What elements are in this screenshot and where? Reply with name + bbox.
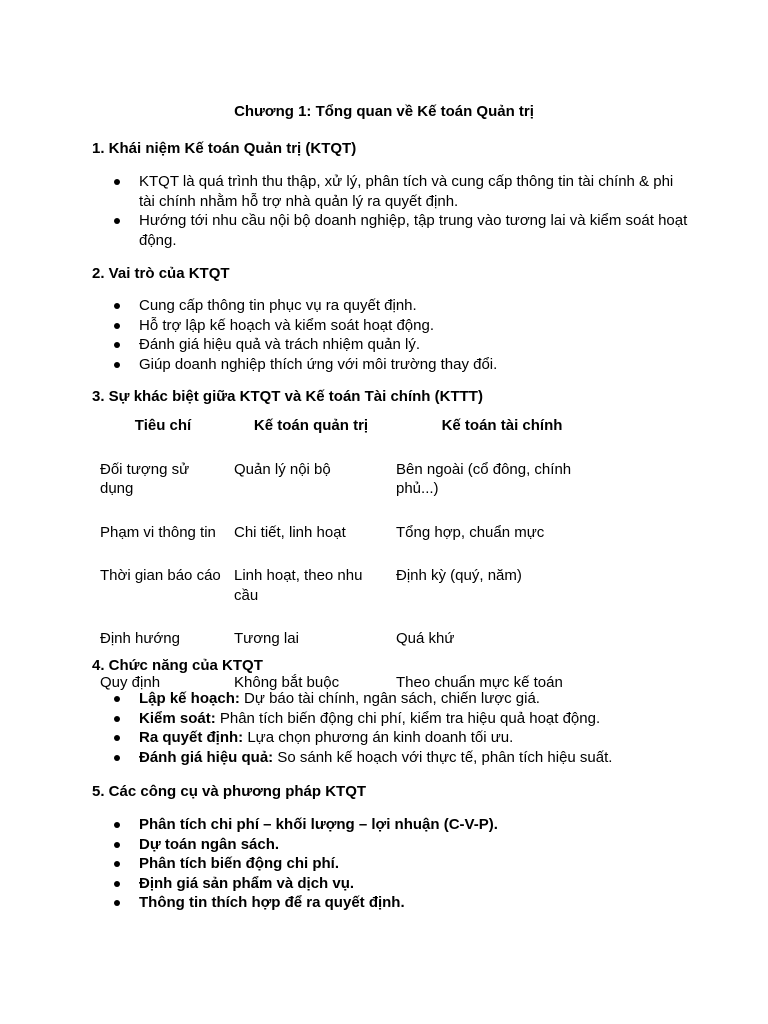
table-header-cell: Kế toán tài chính xyxy=(441,417,563,434)
bullet-icon xyxy=(114,881,120,887)
list-item: Cung cấp thông tin phục vụ ra quyết định. xyxy=(92,296,692,316)
table-cell: Linh hoạt, theo nhu cầu xyxy=(234,567,363,604)
bullet-icon xyxy=(114,303,120,309)
list-item: KTQT là quá trình thu thập, xử lý, phân tích và cung cấp thông tin tài chính & phi tài chính nhằm hỗ trợ nhà quản lý ra quyết định. xyxy=(92,172,692,211)
bullet-icon xyxy=(114,842,120,848)
section-heading-5: 5. Các công cụ và phương pháp KTQT xyxy=(92,783,367,800)
table-cell: Theo chuẩn mực kế toán xyxy=(396,673,563,691)
section-5-list xyxy=(92,815,692,913)
table-cell: Quy định xyxy=(100,673,161,691)
list-item: Hỗ trợ lập kế hoạch và kiểm soát hoạt động. xyxy=(92,316,692,336)
page-title: Chương 1: Tổng quan về Kế toán Quản trị xyxy=(234,103,534,120)
table-row xyxy=(92,448,608,511)
list-item-term: Đánh giá hiệu quả: xyxy=(139,748,274,766)
table-cell: Quản lý nội bộ xyxy=(234,460,331,478)
section-4-list xyxy=(92,689,692,767)
list-item: Hướng tới nhu cầu nội bộ doanh nghiệp, tập trung vào tương lai và kiểm soát hoạt động. xyxy=(92,211,692,250)
section-heading-1: 1. Khái niệm Kế toán Quản trị (KTQT) xyxy=(92,140,357,157)
table-cell: Chi tiết, linh hoạt xyxy=(234,523,346,541)
section-2-list xyxy=(92,296,692,374)
table-cell: Định kỳ (quý, năm) xyxy=(396,567,522,584)
list-item-term: Kiểm soát: xyxy=(139,709,216,727)
table-header-cell: Kế toán quản trị xyxy=(253,417,369,434)
list-item: Đánh giá hiệu quả: So sánh kế hoạch với thực tế, phân tích hiệu suất. xyxy=(92,748,692,768)
table-cell: Bên ngoài (cổ đông, chính phủ...) xyxy=(396,460,572,497)
list-item: Lập kế hoạch: Dự báo tài chính, ngân sách, chiến lược giá. xyxy=(92,689,692,709)
section-heading-3: 3. Sự khác biệt giữa KTQT và Kế toán Tài chính (KTTT) xyxy=(92,388,483,405)
table-cell: Tổng hợp, chuẩn mực xyxy=(396,523,545,541)
list-item: Đánh giá hiệu quả và trách nhiệm quản lý. xyxy=(92,335,692,355)
bullet-icon xyxy=(114,716,120,722)
section-heading-4: 4. Chức năng của KTQT xyxy=(92,657,263,674)
bullet-icon xyxy=(114,179,120,185)
list-item: Dự toán ngân sách. xyxy=(92,835,692,855)
list-item-term: Lập kế hoạch: xyxy=(139,690,240,707)
table-cell: Không bắt buộc xyxy=(234,673,340,691)
list-item: Phân tích biến động chi phí. xyxy=(92,854,692,874)
bullet-icon xyxy=(114,755,120,761)
section-heading-2: 2. Vai trò của KTQT xyxy=(92,265,230,282)
table-cell: Tương lai xyxy=(234,630,299,647)
table-row xyxy=(92,511,608,555)
table-cell: Phạm vi thông tin xyxy=(100,523,216,541)
bullet-icon xyxy=(114,342,120,348)
bullet-icon xyxy=(114,900,120,906)
table-row xyxy=(92,617,608,661)
list-item: Kiểm soát: Phân tích biến động chi phí, kiểm tra hiệu quả hoạt động. xyxy=(92,709,692,729)
table-cell: Định hướng xyxy=(100,630,180,647)
list-item: Phân tích chi phí – khối lượng – lợi nhuận (C-V-P). xyxy=(92,815,692,835)
bullet-icon xyxy=(114,696,120,702)
list-item: Định giá sản phẩm và dịch vụ. xyxy=(92,874,692,894)
list-item: Thông tin thích hợp để ra quyết định. xyxy=(92,893,692,913)
bullet-icon xyxy=(114,218,120,224)
table-cell: Thời gian báo cáo xyxy=(100,567,221,584)
bullet-icon xyxy=(114,735,120,741)
section-1-list xyxy=(92,172,692,250)
list-item-term: Ra quyết định: xyxy=(139,729,244,746)
bullet-icon xyxy=(114,362,120,368)
bullet-icon xyxy=(114,323,120,329)
bullet-icon xyxy=(114,822,120,828)
list-item: Ra quyết định: Lựa chọn phương án kinh doanh tối ưu. xyxy=(92,728,692,748)
table-header-row xyxy=(92,408,608,448)
table-cell: Quá khứ xyxy=(396,630,455,647)
table-cell: Đối tượng sử dụng xyxy=(100,460,190,497)
table-header-cell: Tiêu chí xyxy=(134,417,192,434)
bullet-icon xyxy=(114,861,120,867)
list-item: Giúp doanh nghiệp thích ứng với môi trường thay đổi. xyxy=(92,355,692,375)
table-row xyxy=(92,554,608,617)
